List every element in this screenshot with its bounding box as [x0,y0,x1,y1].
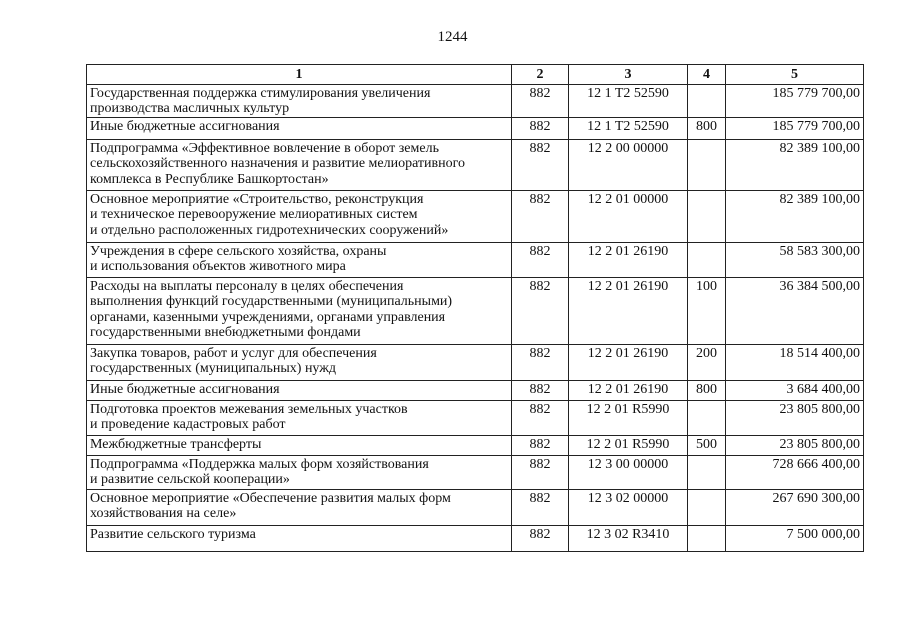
table-row [87,435,864,455]
row-csr: 12 2 01 R5990 [569,435,688,455]
table-row [87,139,864,190]
table-row [87,242,864,277]
row-csr: 12 3 02 R3410 [569,525,688,551]
row-amount: 267 690 300,00 [726,489,864,525]
row-amount: 82 389 100,00 [726,139,864,190]
row-name: Подпрограмма «Поддержка малых форм хозяйствования и развитие сельской кооперации» [87,455,512,489]
row-csr: 12 2 01 26190 [569,277,688,344]
row-amount: 23 805 800,00 [726,400,864,435]
row-csr: 12 2 01 00000 [569,190,688,242]
row-vr [688,525,726,551]
header-col-5: 5 [726,65,864,85]
row-name: Учреждения в сфере сельского хозяйства, охраны и использования объектов животного мира [87,242,512,277]
row-name: Расходы на выплаты персоналу в целях обеспечения выполнения функций государственными (муниципальными) органами, казенными учреждениями, органами управления государственными внебюджетными фондами [87,277,512,344]
row-name: Иные бюджетные ассигнования [87,117,512,139]
row-amount: 7 500 000,00 [726,525,864,551]
table-row [87,489,864,525]
row-vr: 100 [688,277,726,344]
row-name: Межбюджетные трансферты [87,435,512,455]
row-vr [688,190,726,242]
table-row [87,455,864,489]
row-amount: 18 514 400,00 [726,344,864,380]
row-gr: 882 [512,455,569,489]
row-csr: 12 3 00 00000 [569,455,688,489]
row-gr: 882 [512,139,569,190]
budget-table [86,64,864,552]
row-name: Иные бюджетные ассигнования [87,380,512,400]
row-name: Подпрограмма «Эффективное вовлечение в оборот земель сельскохозяйственного назначения и развитие мелиоративного комплекса в Республике Башкортостан» [87,139,512,190]
header-col-1: 1 [87,65,512,85]
row-csr: 12 3 02 00000 [569,489,688,525]
table-header-row [87,65,864,85]
table-row [87,190,864,242]
row-vr: 800 [688,117,726,139]
row-csr: 12 2 01 26190 [569,242,688,277]
row-gr: 882 [512,525,569,551]
row-vr [688,242,726,277]
row-amount: 3 684 400,00 [726,380,864,400]
row-name: Основное мероприятие «Обеспечение развития малых форм хозяйствования на селе» [87,489,512,525]
row-gr: 882 [512,344,569,380]
row-amount: 728 666 400,00 [726,455,864,489]
table-row [87,525,864,551]
row-gr: 882 [512,380,569,400]
table-row [87,380,864,400]
row-gr: 882 [512,242,569,277]
row-vr [688,400,726,435]
row-gr: 882 [512,489,569,525]
row-vr: 500 [688,435,726,455]
table-row [87,400,864,435]
row-gr: 882 [512,190,569,242]
row-amount: 23 805 800,00 [726,435,864,455]
row-amount: 58 583 300,00 [726,242,864,277]
row-amount: 185 779 700,00 [726,117,864,139]
row-amount: 82 389 100,00 [726,190,864,242]
header-col-3: 3 [569,65,688,85]
row-vr [688,455,726,489]
row-name: Развитие сельского туризма [87,525,512,551]
row-csr: 12 2 01 26190 [569,380,688,400]
row-csr: 12 1 T2 52590 [569,84,688,117]
row-vr [688,139,726,190]
page-number: 1244 [437,29,468,45]
row-gr: 882 [512,277,569,344]
row-amount: 185 779 700,00 [726,84,864,117]
row-amount: 36 384 500,00 [726,277,864,344]
row-gr: 882 [512,84,569,117]
row-name: Закупка товаров, работ и услуг для обеспечения государственных (муниципальных) нужд [87,344,512,380]
table-row [87,277,864,344]
row-csr: 12 2 01 26190 [569,344,688,380]
row-name: Основное мероприятие «Строительство, реконструкция и техническое перевооружение мелиоративных систем и отдельно расположенных гидротехнических сооружений» [87,190,512,242]
row-vr [688,84,726,117]
header-col-2: 2 [512,65,569,85]
header-col-4: 4 [688,65,726,85]
row-gr: 882 [512,117,569,139]
row-gr: 882 [512,400,569,435]
row-name: Государственная поддержка стимулирования увеличения производства масличных культур [87,84,512,117]
row-name: Подготовка проектов межевания земельных участков и проведение кадастровых работ [87,400,512,435]
row-csr: 12 2 00 00000 [569,139,688,190]
row-vr: 200 [688,344,726,380]
table-row [87,344,864,380]
table-row [87,117,864,139]
row-csr: 12 1 T2 52590 [569,117,688,139]
row-gr: 882 [512,435,569,455]
row-csr: 12 2 01 R5990 [569,400,688,435]
row-vr [688,489,726,525]
table-row [87,84,864,117]
row-vr: 800 [688,380,726,400]
